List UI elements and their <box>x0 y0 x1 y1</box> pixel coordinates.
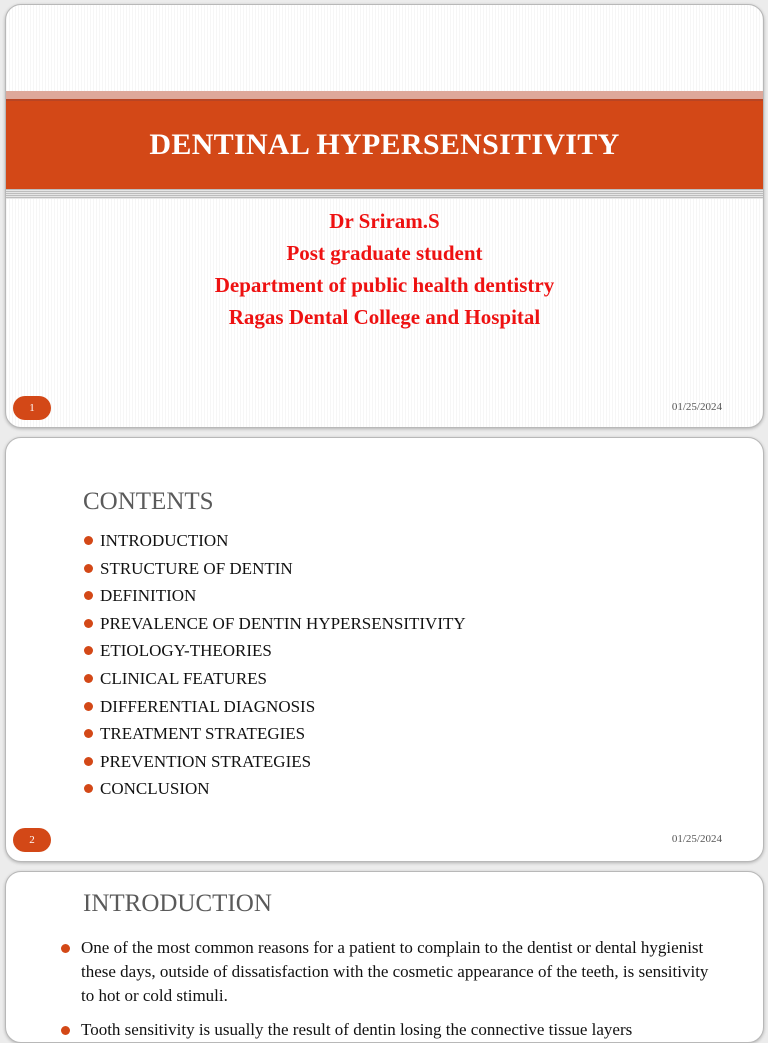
slide-1[interactable] <box>5 4 764 428</box>
bullet-icon <box>84 784 93 793</box>
bullet-icon <box>61 944 70 953</box>
subtitle-block <box>6 205 763 333</box>
author-name: Dr Sriram.S <box>329 209 440 233</box>
list-item: One of the most common reasons for a patient to complain to the dentist or dental hygienist these days, outside of dissatisfaction with the cosmetic appearance of the teeth, is sensitivity to hot or cold stimuli. <box>61 936 721 1008</box>
list-item: CLINICAL FEATURES <box>84 668 466 696</box>
introduction-heading: INTRODUCTION <box>83 890 272 917</box>
contents-list <box>84 530 466 806</box>
slide-date: 01/25/2024 <box>671 401 722 413</box>
bullet-icon <box>84 729 93 738</box>
list-item: PREVENTION STRATEGIES <box>84 751 466 779</box>
bullet-icon <box>84 646 93 655</box>
author-institution: Ragas Dental College and Hospital <box>228 305 541 329</box>
slide-2[interactable] <box>5 437 764 862</box>
list-item: STRUCTURE OF DENTIN <box>84 558 466 586</box>
author-department: Department of public health dentistry <box>214 273 555 297</box>
list-item: DIFFERENTIAL DIAGNOSIS <box>84 696 466 724</box>
slide-number-badge: 2 <box>13 828 51 852</box>
slide-date: 01/25/2024 <box>671 833 722 845</box>
list-item: Tooth sensitivity is usually the result of dentin losing the connective tissue layers <box>61 1018 721 1042</box>
bullet-icon <box>84 757 93 766</box>
author-role: Post graduate student <box>286 241 483 265</box>
title-band-shadow <box>6 189 763 199</box>
bullet-icon <box>84 702 93 711</box>
title-band-highlight <box>6 91 763 99</box>
slide-3[interactable] <box>5 871 764 1043</box>
slide-number-badge: 1 <box>13 396 51 420</box>
title-band <box>6 101 763 189</box>
bullet-icon <box>84 564 93 573</box>
bullet-icon <box>84 619 93 628</box>
introduction-list <box>61 936 721 1043</box>
list-item: ETIOLOGY-THEORIES <box>84 640 466 668</box>
bullet-icon <box>84 591 93 600</box>
bullet-icon <box>61 1026 70 1035</box>
bullet-icon <box>84 536 93 545</box>
list-item: INTRODUCTION <box>84 530 466 558</box>
contents-heading: CONTENTS <box>83 488 214 515</box>
list-item: CONCLUSION <box>84 778 466 806</box>
list-item: PREVALENCE OF DENTIN HYPERSENSITIVITY <box>84 613 466 641</box>
list-item: TREATMENT STRATEGIES <box>84 723 466 751</box>
bullet-icon <box>84 674 93 683</box>
slide-title: DENTINAL HYPERSENSITIVITY <box>149 128 620 161</box>
list-item: DEFINITION <box>84 585 466 613</box>
